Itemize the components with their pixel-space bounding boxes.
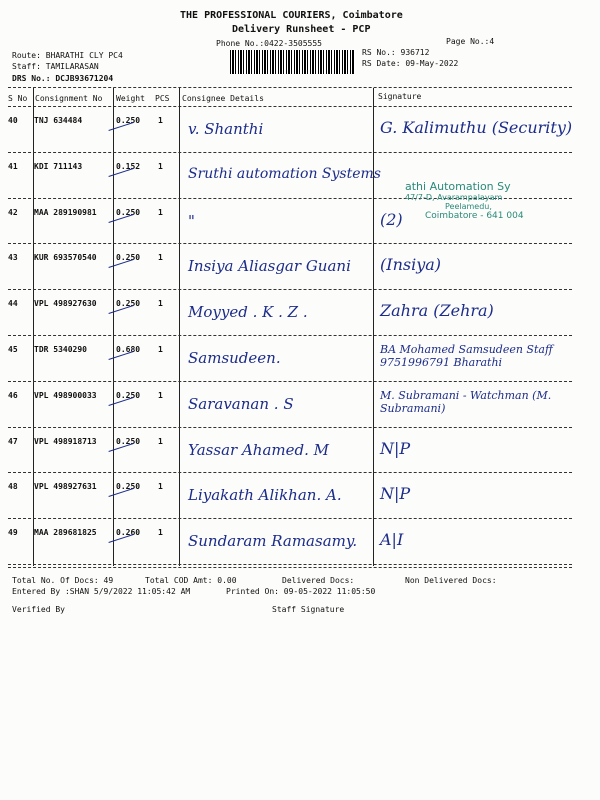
table-row — [8, 474, 572, 514]
cell-weight: 0.152 — [116, 161, 141, 171]
entered-by: Entered By :SHAN 5/9/2022 11:05:42 AM — [12, 587, 191, 596]
consignee-name: " — [188, 211, 195, 230]
consignee-name: Saravanan . S — [188, 394, 294, 413]
total-docs: Total No. Of Docs: 49 — [12, 576, 114, 585]
cell-pcs: 1 — [158, 528, 163, 538]
row-divider — [8, 518, 572, 519]
cell-weight: 0.250 — [116, 436, 141, 446]
cell-weight: 0.260 — [116, 528, 141, 538]
signature: N|P — [380, 438, 411, 458]
cell-pcs: 1 — [158, 207, 163, 217]
cell-weight: 0.250 — [116, 253, 141, 263]
consignee-name: Insiya Aliasgar Guani — [188, 257, 351, 276]
consignee-name: v. Shanthi — [188, 120, 264, 138]
cell-consignment: VPL 498918713 — [34, 436, 97, 446]
col-pcs: PCS — [155, 94, 170, 103]
cell-pcs: 1 — [158, 116, 163, 125]
cell-sno: 46 — [8, 390, 18, 400]
consignee-name: Sundaram Ramasamy. — [188, 532, 358, 551]
cell-sno: 42 — [8, 207, 18, 217]
rs-number: RS No.: 936712 — [362, 48, 430, 57]
cell-consignment: VPL 498927631 — [34, 482, 97, 492]
route: Route: BHARATHI CLY PC4 — [12, 51, 123, 60]
cell-consignment: KUR 693570540 — [34, 253, 97, 263]
phone-number: Phone No.:0422-3505555 — [216, 39, 322, 48]
stamp-line: Peelamedu, — [445, 202, 492, 211]
table-row — [8, 291, 572, 331]
cell-pcs: 1 — [158, 299, 163, 309]
signature: (2) — [380, 209, 403, 229]
cell-consignment: TNJ 634484 — [34, 116, 83, 125]
drs-number: DRS No.: DCJB93671204 — [12, 74, 114, 83]
consignee-name: Moyyed . K . Z . — [188, 303, 308, 322]
page-number: Page No.:4 — [446, 37, 495, 46]
cell-consignment: TDR 5340290 — [34, 345, 87, 354]
table-row — [8, 520, 572, 560]
signature: BA Mohamed Samsudeen Staff 9751996791 Bharathi — [380, 343, 553, 370]
cell-pcs: 1 — [158, 482, 163, 492]
row-divider — [8, 335, 572, 336]
signature: Zahra (Zehra) — [380, 301, 494, 321]
divider — [8, 106, 572, 107]
stamp-line: athi Automation Sy — [405, 180, 511, 193]
table-row — [8, 383, 572, 423]
consignee-name: Liyakath Alikhan. A. — [188, 486, 342, 505]
col-signature: Signature — [378, 92, 422, 101]
cell-sno: 44 — [8, 299, 18, 309]
cell-sno: 48 — [8, 482, 18, 492]
cell-weight: 0.250 — [116, 390, 141, 400]
barcode — [230, 50, 355, 74]
cell-pcs: 1 — [158, 436, 163, 446]
cell-consignment: VPL 498900033 — [34, 390, 97, 400]
row-divider — [8, 472, 572, 473]
cell-sno: 40 — [8, 116, 18, 125]
cell-consignment: KDI 711143 — [34, 161, 83, 171]
signature: (Insiya) — [380, 255, 442, 275]
table-row — [8, 429, 572, 469]
row-divider — [8, 564, 572, 565]
cell-pcs: 1 — [158, 390, 163, 400]
consignee-name: Samsudeen. — [188, 349, 281, 367]
stamp-line: Coimbatore - 641 004 — [425, 211, 524, 221]
document-title: Delivery Runsheet - PCP — [232, 24, 371, 35]
row-divider — [8, 289, 572, 290]
cell-consignment: MAA 289190981 — [34, 207, 97, 217]
cell-sno: 49 — [8, 528, 18, 538]
signature: N|P — [380, 484, 411, 504]
col-sno: S No — [8, 94, 28, 103]
printed-on: Printed On: 09-05-2022 11:05:50 — [226, 587, 376, 596]
cell-pcs: 1 — [158, 253, 163, 263]
cell-sno: 45 — [8, 345, 18, 354]
stamp-line: 47/7-D, Avarampalayam — [405, 193, 503, 202]
consignee-name: Sruthi automation Systems — [188, 165, 381, 182]
cell-consignment: MAA 289681825 — [34, 528, 97, 538]
delivered-docs: Delivered Docs: — [282, 576, 355, 585]
cell-weight: 0.250 — [116, 207, 141, 217]
divider — [8, 567, 572, 568]
company-name: THE PROFESSIONAL COURIERS, Coimbatore — [180, 10, 403, 21]
company-stamp — [405, 180, 565, 221]
cell-sno: 41 — [8, 161, 18, 171]
col-consignee: Consignee Details — [182, 94, 264, 103]
cell-sno: 47 — [8, 436, 18, 446]
non-delivered-docs: Non Delivered Docs: — [405, 576, 497, 585]
cell-pcs: 1 — [158, 345, 163, 354]
cell-sno: 43 — [8, 253, 18, 263]
row-divider — [8, 152, 572, 153]
cell-weight: 0.250 — [116, 116, 141, 125]
cell-consignment: VPL 498927630 — [34, 299, 97, 309]
cell-weight: 0.250 — [116, 299, 141, 309]
row-divider — [8, 381, 572, 382]
col-weight: Weight — [116, 94, 145, 103]
table-row — [8, 245, 572, 285]
staff-signature: Staff Signature — [272, 605, 345, 614]
table-row — [8, 108, 572, 148]
col-consignment: Consignment No — [35, 94, 103, 103]
verified-by: Verified By — [12, 605, 65, 614]
signature: A|I — [380, 530, 404, 550]
row-divider — [8, 427, 572, 428]
signature: M. Subramani - Watchman (M. Subramani) — [380, 388, 552, 415]
total-cod: Total COD Amt: 0.00 — [145, 576, 237, 585]
consignee-name: Yassar Ahamed. M — [188, 440, 329, 459]
row-divider — [8, 243, 572, 244]
table-row — [8, 337, 572, 377]
cell-pcs: 1 — [158, 161, 163, 171]
signature: G. Kalimuthu (Security) — [380, 118, 573, 137]
rs-date: RS Date: 09-May-2022 — [362, 59, 459, 68]
cell-weight: 0.680 — [116, 345, 141, 354]
divider — [8, 87, 572, 88]
cell-weight: 0.250 — [116, 482, 141, 492]
staff: Staff: TAMILARASAN — [12, 62, 99, 71]
